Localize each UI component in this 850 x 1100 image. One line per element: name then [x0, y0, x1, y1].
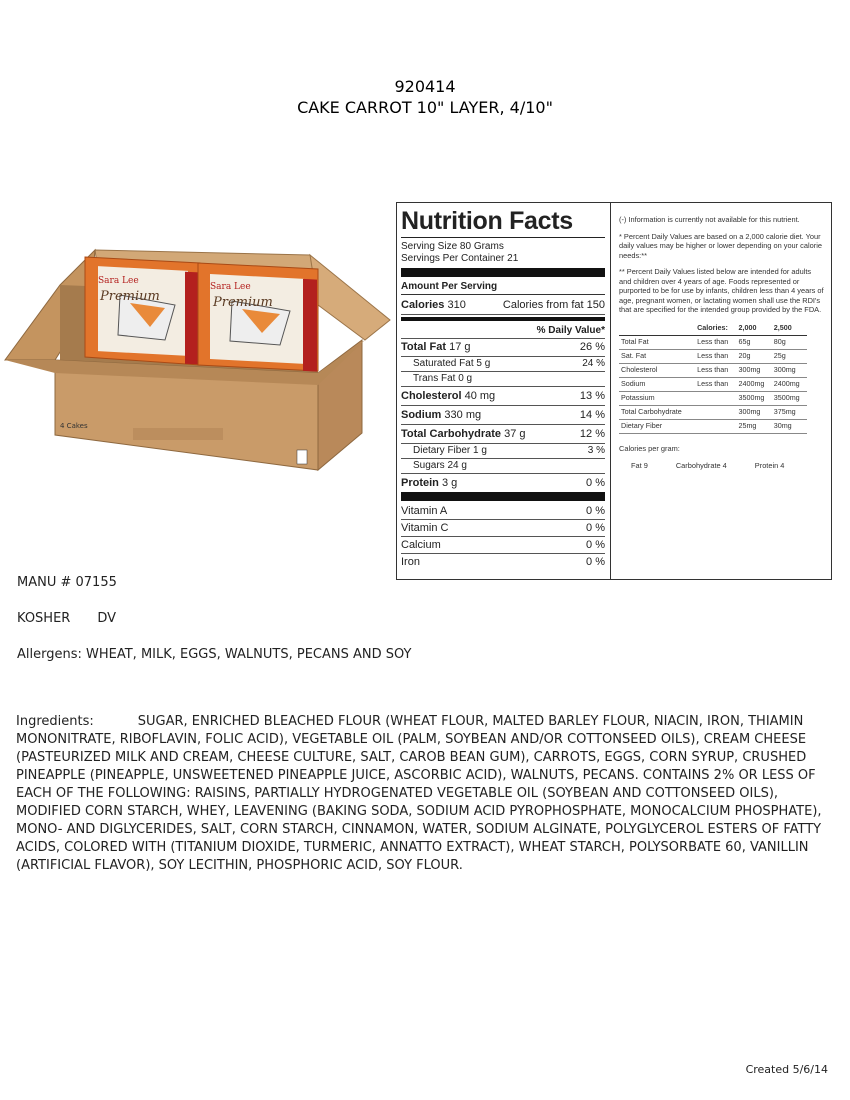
created-date: Created 5/6/14	[745, 1063, 828, 1076]
row-protein: Protein 3 g 0 %	[401, 477, 605, 489]
panel-divider	[610, 203, 611, 579]
amount-per-serving: Amount Per Serving	[401, 281, 498, 292]
brand-label-2: Sara Lee	[210, 282, 251, 292]
product-code: 920414	[394, 77, 456, 96]
note-percent-dv: * Percent Daily Values are based on a 2,000 calorie diet. Your daily values may be higher or lower depending on your calorie needs:**	[619, 231, 822, 260]
row-vitamin-c: Vitamin C 0 %	[401, 520, 605, 537]
serving-size: Serving Size 80 Grams	[401, 241, 504, 252]
note-not-available: (-) Information is currently not available for this nutrient.	[619, 215, 800, 224]
cake-box-1	[85, 257, 200, 365]
daily-values-table	[619, 322, 807, 434]
dv-table-row: Cholesterol Less than 300mg 300mg	[619, 363, 807, 377]
ingredients-label: Ingredients:	[16, 714, 94, 729]
premium-label-2: Premium	[213, 295, 273, 310]
row-dietary-fiber: Dietary Fiber 1 g 3 %	[401, 444, 605, 459]
allergens: Allergens: WHEAT, MILK, EGGS, WALNUTS, PECANS AND SOY	[17, 647, 412, 662]
nutrition-facts-label	[401, 207, 605, 575]
note-percent-dv-2: ** Percent Daily Values listed below are intended for adults and children over 4 years of age. Foods represented or purported to be for use by infants, children less than 4 years of age, pregnant women, or lactating women shall use the RDI's that are specified for the intended group provided by the FDA.	[619, 267, 824, 314]
certifications	[17, 611, 116, 626]
calories-per-gram-label: Calories per gram:	[619, 443, 680, 453]
manufacturer-number: MANU # 07155	[17, 575, 117, 590]
daily-value-notes	[619, 215, 824, 471]
row-cholesterol: Cholesterol 40 mg 13 %	[401, 387, 605, 406]
nutrition-panel	[396, 202, 832, 580]
nutrition-facts-title: Nutrition Facts	[401, 207, 605, 238]
row-total-fat: Total Fat 17 g 26 %	[401, 339, 605, 357]
calories-from-fat: Calories from fat 150	[502, 299, 605, 311]
calories-value: 310	[447, 299, 466, 311]
row-total-carbohydrate: Total Carbohydrate 37 g 12 %	[401, 425, 605, 444]
kosher-label: KOSHER	[17, 611, 71, 626]
dv-table-row: Total Fat Less than 65g 80g	[619, 335, 807, 349]
dv-table-row: Sodium Less than 2400mg 2400mg	[619, 377, 807, 391]
row-trans-fat: Trans Fat 0 g	[401, 372, 605, 387]
dv-table-row: Total Carbohydrate 300mg 375mg	[619, 405, 807, 419]
box-side-text: 4 Cakes	[60, 422, 88, 430]
servings-per-container: Servings Per Container 21	[401, 253, 519, 264]
row-vitamin-a: Vitamin A 0 %	[401, 503, 605, 520]
dv-label: DV	[97, 611, 117, 626]
product-title: CAKE CARROT 10" LAYER, 4/10"	[297, 98, 553, 117]
premium-label-1: Premium	[100, 289, 160, 304]
calories-label: Calories	[401, 299, 445, 311]
ingredients	[16, 713, 831, 875]
row-calcium: Calcium 0 %	[401, 537, 605, 554]
row-saturated-fat: Saturated Fat 5 g 24 %	[401, 357, 605, 372]
row-iron: Iron 0 %	[401, 556, 605, 568]
calories-per-gram: Fat 9 Carbohydrate 4 Protein 4	[631, 461, 785, 470]
dv-table-row: Potassium 3500mg 3500mg	[619, 391, 807, 405]
dv-table-row: Dietary Fiber 25mg 30mg	[619, 419, 807, 433]
brand-label-1: Sara Lee	[98, 276, 139, 286]
row-sugars: Sugars 24 g	[401, 459, 605, 474]
ingredients-text: SUGAR, ENRICHED BLEACHED FLOUR (WHEAT FLOUR, MALTED BARLEY FLOUR, NIACIN, IRON, THIAMIN MONONITRATE, RIBOFLAVIN, FOLIC ACID), VEGETABLE OIL (PALM, SOYBEAN AND/OR COTTONSEED OILS), CREAM CHEESE (PASTEURIZED MILK AND CREAM, CHEESE CULTURE, SALT, CAROB BEAN GUM), CARROTS, EGGS, CORN SYRUP, CRUSHED PINEAPPLE (PINEAPPLE, UNSWEETENED PINEAPPLE JUICE, ASCORBIC ACID), WALNUTS, PECANS. CONTAINS 2% OR LESS OF EACH OF THE FOLLOWING: RAISINS, PARTIALLY HYDROGENATED VEGETABLE OIL (SOYBEAN AND COTTONSEED OILS), MODIFIED CORN STARCH, WHEY, LEAVENING (BAKING SODA, SODIUM ACID PYROPHOSPHATE, MONOCALCIUM PHOSPHATE), MONO- AND DIGLYCERIDES, SALT, CORN STARCH, CINNAMON, WATER, SODIUM ALGINATE, POLYGLYCEROL ESTERS OF FATTY ACIDS, COLORED WITH (TITANIUM DIOXIDE, TURMERIC, ANNATTO EXTRACT), WHEAT STARCH, POLYSORBATE 60, VANILLIN (ARTIFICIAL FLAVOR), SOY LECITHIN, PHOSPHORIC ACID, SOY FLOUR.	[16, 714, 822, 873]
dv-table-header: Calories: 2,000 2,500	[619, 322, 807, 336]
product-image	[0, 245, 395, 480]
row-sodium: Sodium 330 mg 14 %	[401, 406, 605, 425]
dv-table-row: Sat. Fat Less than 20g 25g	[619, 349, 807, 363]
dv-header: % Daily Value*	[536, 325, 605, 336]
cake-box-2	[198, 263, 318, 372]
